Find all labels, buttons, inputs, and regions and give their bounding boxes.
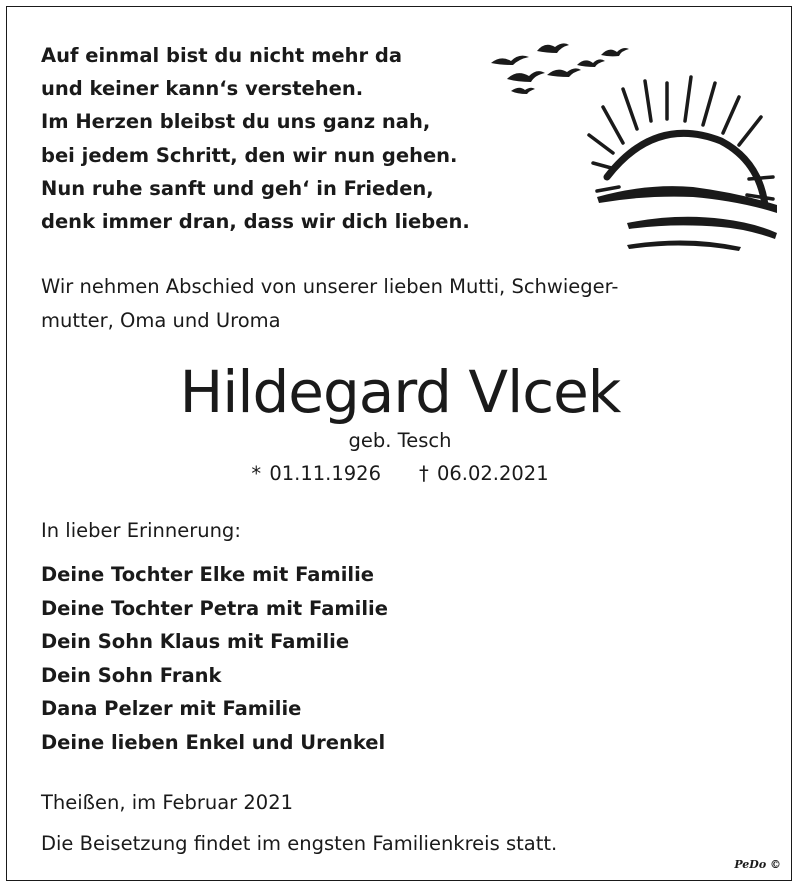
poem-line: Nun ruhe sanft und geh‘ in Frieden,: [41, 176, 434, 200]
life-dates: [7, 460, 793, 488]
funeral-note: Die Beisetzung findet im engsten Familienkreis statt.: [41, 832, 558, 855]
death-date: † 06.02.2021: [419, 462, 549, 485]
place-date: Theißen, im Februar 2021: [41, 791, 294, 814]
birth-name: geb. Tesch: [348, 429, 452, 452]
poem-line: Im Herzen bleibst du uns ganz nah,: [41, 110, 431, 134]
poem-line: bei jedem Schritt, den wir nun gehen.: [41, 143, 458, 167]
poem: [41, 39, 470, 238]
sunset-birds-icon: [477, 37, 782, 252]
designer-signature: PeDo ©: [734, 858, 781, 871]
poem-line: und keiner kann‘s verstehen.: [41, 77, 364, 101]
poem-line: Auf einmal bist du nicht mehr da: [41, 44, 403, 67]
deceased-name: Hildegard Vlcek: [179, 358, 621, 426]
poem-line: denk immer dran, dass wir dich lieben.: [41, 210, 470, 234]
mourner: Deine Tochter Elke mit Familie: [41, 563, 375, 586]
mourners-list: [41, 558, 388, 759]
mourner: Dein Sohn Frank: [41, 663, 222, 687]
intro-line: Wir nehmen Abschied von unserer lieben Mutti, Schwieger-: [41, 275, 619, 298]
birth-date: * 01.11.1926: [251, 462, 381, 485]
intro-line: mutter, Oma und Uroma: [41, 309, 281, 332]
mourner: Deine lieben Enkel und Urenkel: [41, 730, 386, 754]
obituary-notice: [6, 6, 792, 881]
remembrance-label: In lieber Erinnerung:: [41, 519, 241, 542]
mourner: Dein Sohn Klaus mit Familie: [41, 630, 350, 653]
farewell-intro: [41, 270, 771, 338]
mourner: Dana Pelzer mit Familie: [41, 697, 302, 720]
mourner: Deine Tochter Petra mit Familie: [41, 596, 388, 620]
